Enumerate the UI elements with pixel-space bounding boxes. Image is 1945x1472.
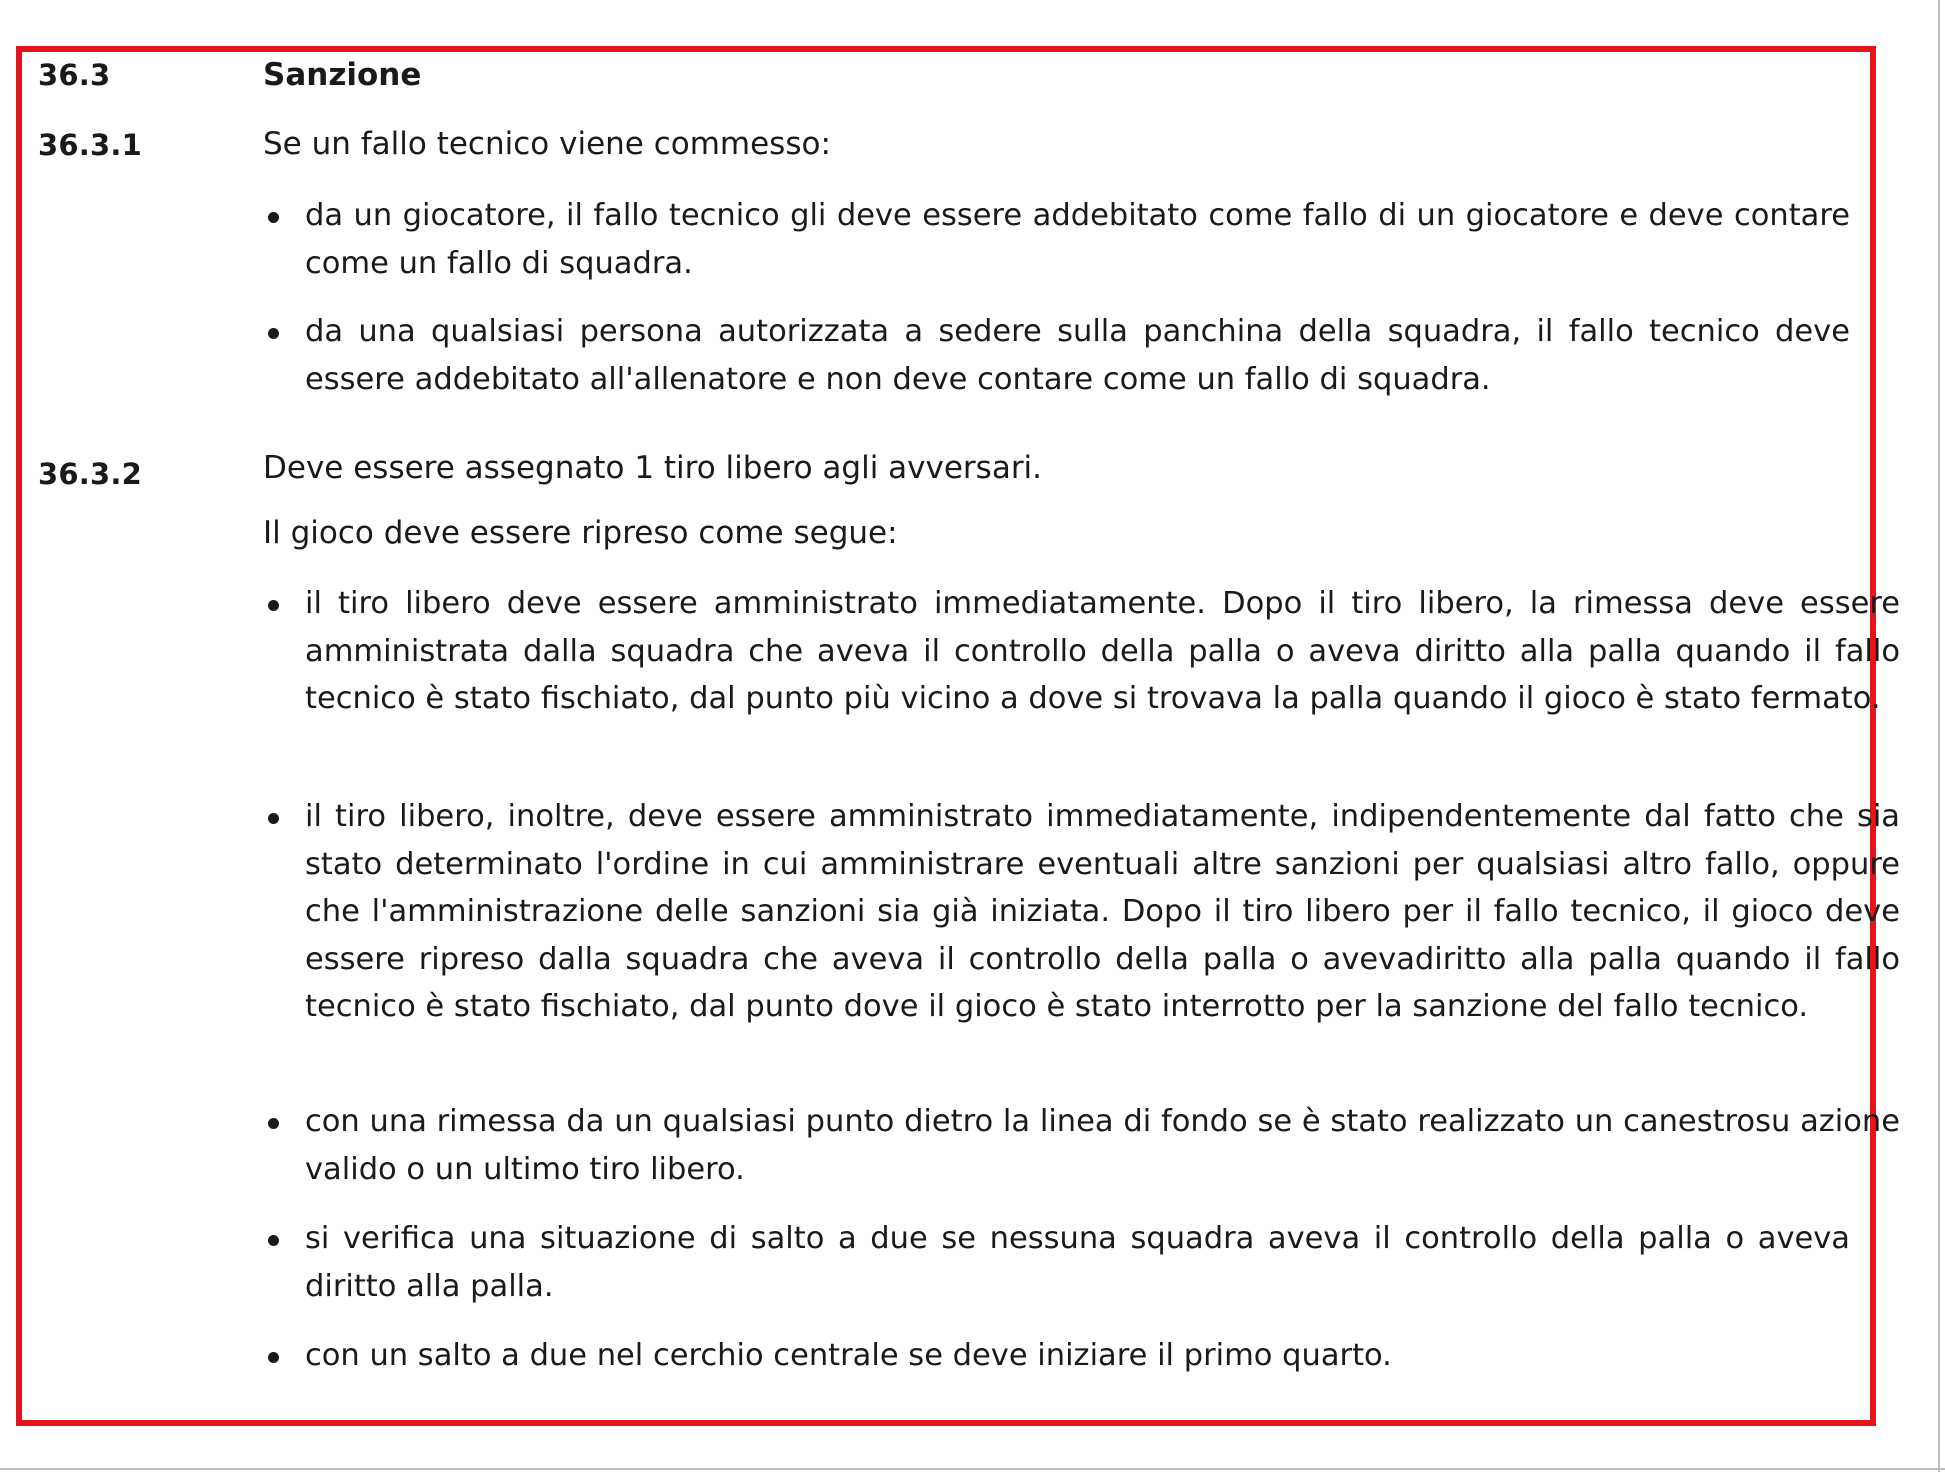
list-item-text: con una rimessa da un qualsiasi punto dietro la linea di fondo se è stato realizzato un canestrosu azione valido o un ultimo tiro libero. [305, 1104, 1900, 1187]
section-title: Sanzione [263, 57, 422, 93]
section-number: 36.3 [38, 58, 111, 92]
subsection-intro-1: Se un fallo tecnico viene commesso: [263, 126, 831, 162]
bullet-dot [268, 600, 279, 611]
bullet-dot [268, 1118, 279, 1129]
list-item-text: da un giocatore, il fallo tecnico gli deve essere addebitato come fallo di un giocatore e deve contare come un fallo di squadra. [305, 198, 1850, 281]
subsection-line-1: Deve essere assegnato 1 tiro libero agli avversari. [263, 450, 1043, 486]
bullet-dot [268, 1235, 279, 1246]
bullet-dot [268, 212, 279, 223]
list-item-text: con un salto a due nel cerchio centrale se deve iniziare il primo quarto. [305, 1338, 1392, 1373]
subsection-number-1: 36.3.1 [38, 128, 142, 162]
list-item-text: il tiro libero deve essere amministrato immediatamente. Dopo il tiro libero, la rimessa deve essere amministrata dalla squadra che aveva il controllo della palla o aveva diritto alla palla quando il fallo tecnico è stato fischiato, dal punto più vicino a dove si trovava la palla quando il gioco è stato fermato. [305, 586, 1900, 716]
page-edge-bottom [0, 1468, 1945, 1470]
list-item-text: il tiro libero, inoltre, deve essere amministrato immediatamente, indipendentemente dal fatto che sia stato determinato l'ordine in cui amministrare eventuali altre sanzioni per qualsiasi altro fallo, oppure che l'amministrazione delle sanzioni sia già iniziata. Dopo il tiro libero per il fallo tecnico, il gioco deve essere ripreso dalla squadra che aveva il controllo della palla o avevadiritto alla palla quando il fallo tecnico è stato fischiato, dal punto dove il gioco è stato interrotto per la sanzione del fallo tecnico. [305, 799, 1900, 1024]
bullet-dot [268, 1352, 279, 1363]
list-item-text: da una qualsiasi persona autorizzata a sedere sulla panchina della squadra, il fallo tecnico deve essere addebitato all'allenatore e non deve contare come un fallo di squadra. [305, 314, 1850, 397]
subsection-line-2: Il gioco deve essere ripreso come segue: [263, 515, 898, 551]
bullet-dot [268, 813, 279, 824]
bullet-dot [268, 328, 279, 339]
list-item-text: si verifica una situazione di salto a due se nessuna squadra aveva il controllo della palla o aveva diritto alla palla. [305, 1221, 1850, 1304]
page-edge-right [1938, 0, 1940, 1472]
subsection-number-2: 36.3.2 [38, 457, 142, 491]
